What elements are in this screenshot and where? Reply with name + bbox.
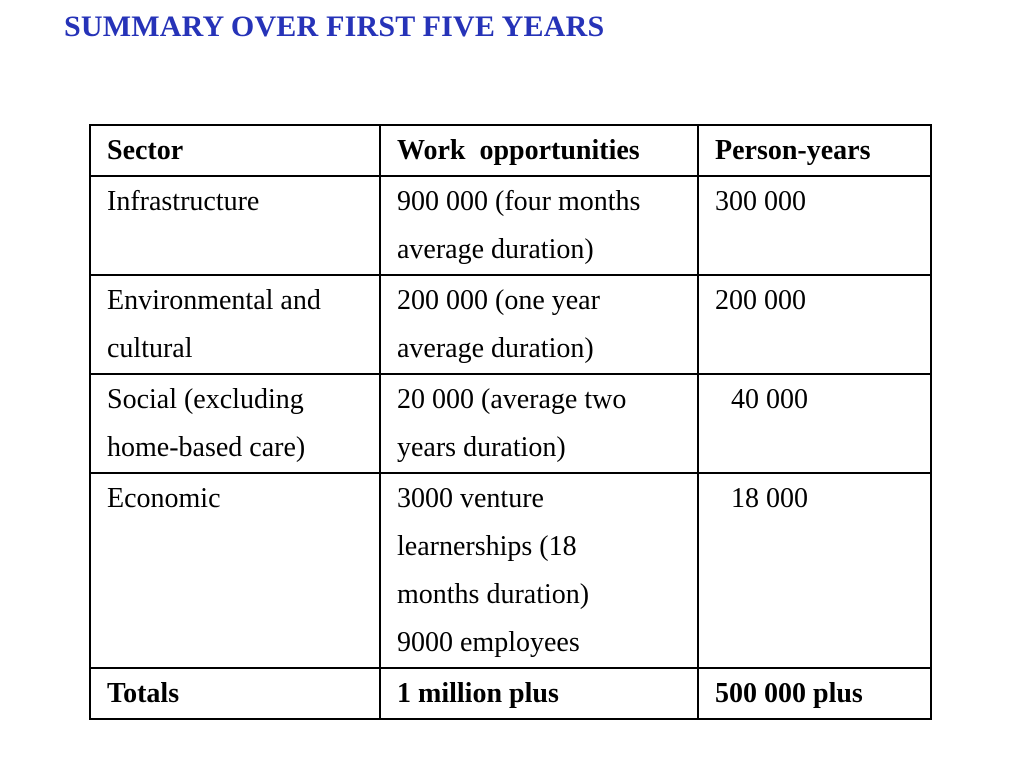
table-row-economic xyxy=(90,473,931,668)
table-header-row xyxy=(90,125,931,176)
cell-person-years xyxy=(698,275,931,374)
header-sector: Sector xyxy=(90,125,380,176)
cell-totals-label: Totals xyxy=(90,668,380,719)
cell-line: average duration) xyxy=(397,333,594,364)
table-row-environmental xyxy=(90,275,931,374)
cell-line: 3000 venture xyxy=(397,483,544,514)
cell-line: 20 000 (average two xyxy=(397,384,627,415)
cell-line: cultural xyxy=(107,333,193,364)
cell-line: 18 000 xyxy=(731,483,808,514)
cell-line: 40 000 xyxy=(731,384,808,415)
table-row-infrastructure xyxy=(90,176,931,275)
cell-line: Social (excluding xyxy=(107,384,304,415)
cell-line: months duration) xyxy=(397,579,590,610)
cell-work xyxy=(380,275,698,374)
slide-title: SUMMARY OVER FIRST FIVE YEARS xyxy=(64,10,605,43)
cell-line: years duration) xyxy=(397,432,566,463)
table-row-totals xyxy=(90,668,931,719)
cell-work xyxy=(380,176,698,275)
cell-sector xyxy=(90,275,380,374)
summary-table xyxy=(89,124,932,720)
cell-line: Economic xyxy=(107,483,221,514)
cell-person-years xyxy=(698,374,931,473)
table-row-social xyxy=(90,374,931,473)
cell-sector xyxy=(90,374,380,473)
cell-line: average duration) xyxy=(397,234,594,265)
cell-work xyxy=(380,473,698,668)
cell-work xyxy=(380,374,698,473)
cell-line: 9000 employees xyxy=(397,627,580,658)
header-work-opportunities: Work opportunities xyxy=(380,125,698,176)
cell-sector xyxy=(90,176,380,275)
cell-totals-person-years: 500 000 plus xyxy=(698,668,931,719)
cell-totals-work: 1 million plus xyxy=(380,668,698,719)
cell-line: Environmental and xyxy=(107,285,321,316)
cell-line: Infrastructure xyxy=(107,186,260,217)
cell-line: learnerships (18 xyxy=(397,531,577,562)
cell-line: 200 000 (one year xyxy=(397,285,600,316)
cell-line: 200 000 xyxy=(715,285,806,316)
header-person-years: Person-years xyxy=(698,125,931,176)
cell-person-years xyxy=(698,473,931,668)
cell-line: home-based care) xyxy=(107,432,306,463)
cell-line: 300 000 xyxy=(715,186,806,217)
cell-line: 900 000 (four months xyxy=(397,186,641,217)
cell-person-years xyxy=(698,176,931,275)
cell-sector xyxy=(90,473,380,668)
